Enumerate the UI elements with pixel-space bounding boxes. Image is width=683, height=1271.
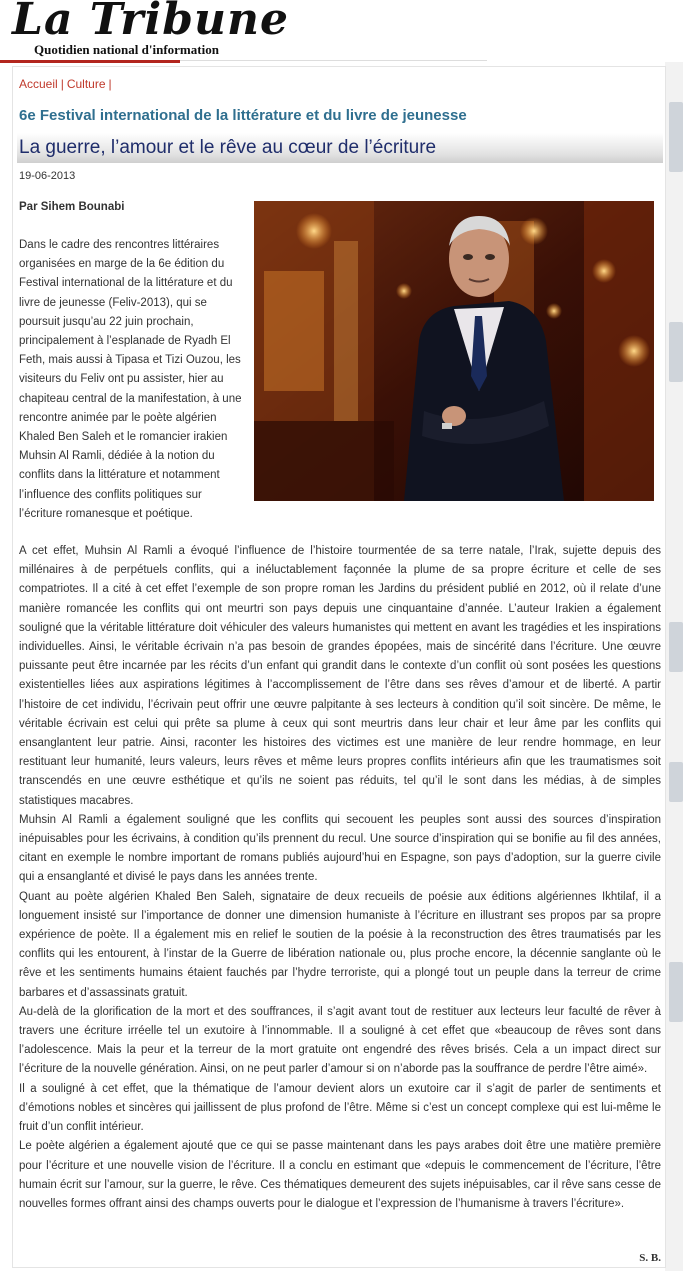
article-signature: S. B. [639,1252,661,1264]
sidebar-block [669,102,683,172]
article-paragraph: Au-delà de la glorification de la mort et des souffrances, il s’agit avant tout de restituer aux lecteurs leur faculté de rêver à travers une écriture irréelle tel un exutoire à l’innommable. Il a souligné à cet effet que «beaucoup de rêves sont dans l’adolescence. Mais la peur et la terreur de la mort gratuite ont engendré des rêves brisés. Cela a un impact direct sur l’écriture de la nouvelle génération. Ainsi, on ne peut parler d’amour si on n’aborde pas la souffrance de perdre l’être aimé». [19,1005,661,1076]
sidebar-block [669,762,683,802]
logo[interactable]: La Tribune [12,0,289,45]
article-intro: Dans le cadre des rencontres littéraires organisées en marge de la 6e édition du Festival international de la littérature et du livre de jeunesse (Feliv-2013), qui se poursuit jusqu’au 22 juin prochain, principalement à l’esplanade de Ryadh El Feth, mais aussi à Tipasa et Tizi Ouzou, les visiteurs du Feliv ont pu assister, hier au chapiteau central de la manifestation, à une rencontre animée par le poète algérien Khaled Ben Saleh et le romancier irakien Muhsin Al Ramli, dédiée à la notion du conflits dans la littérature et notamment l’influence des conflits politiques sur l’écriture romanesque et poétique. [19,239,242,520]
article-subject: 6e Festival international de la littérature et du livre de jeunesse [19,107,467,124]
article-paragraph: Quant au poète algérien Khaled Ben Saleh, signataire de deux recueils de poésie aux éditions algériennes Ikhtilaf, il a longuement insisté sur l’importance de donner une dimension humaniste à l’écriture en illustrant ses propos par sa propre expérience de poète. Il a également mis en relief le soutien de la poésie à la reconstruction des êtres traumatisés par les conflits qui les entourent, à l’instar de la Guerre de libération nationale ou, plus proche encore, la décennie sanglante où le rêve et les sentiments humains étaient fauchés par l’hydre terroriste, qui a plongé tout un peuple dans la terreur de crime barbares et d’assassinats gratuit. [19,890,661,999]
article-title: La guerre, l’amour et le rêve au cœur de l’écriture [19,137,437,158]
masthead-divider [180,60,487,61]
article-author: Par Sihem Bounabi [19,201,125,213]
breadcrumb-separator: | [60,77,64,91]
title-bar [17,133,663,163]
article-paragraph: Il a souligné à cet effet, que la thématique de l’amour devient alors un exutoire car il s’agit de parler de sentiments et d’émotions nobles et sincères qui jaillissent de plus profond de l’être. Même si c’est un concept complexe qui est lui-même le fruit d’un conflit intérieur. [19,1082,661,1134]
article-paragraph: Muhsin Al Ramli a également souligné que les conflits qui secouent les peuples sont aussi des sources d’inspiration inépuisables pour les écrivains, à condition qu’ils prennent du recul. Une source d’inspiration qui se bonifie au fil des années, citant en exemple le nombre important de romans publiés aujourd’hui en Espagne, son pays d’adoption, sur la guerre civile qui a ensanglanté et divisé le pays dans les années trente. [19,813,661,884]
article-paragraph: A cet effet, Muhsin Al Ramli a évoqué l’influence de l’histoire tourmentée de sa terre natale, l’Irak, sujette depuis des millénaires à de perpétuels conflits, qui a inéluctablement façonnée la plume de sa propre écriture et celle de ses compatriotes. Il a cité à cet effet l’exemple de son propre roman les Jardins du président publié en 2012, où il relate d’une manière romancée les conflits qui ont meurtri son pays depuis une cinquantaine d’année. L’auteur Irakien a également souligné que la véritable littérature doit véhiculer des valeurs humanistes qui mettent en avant les tragédies et les inspirations individuelles. Ainsi, le véritable écrivain n’a pas besoin de grandes épopées, mais de sincérité dans l’écriture. Une œuvre puissante peut être incarnée par les récits d’un enfant qui grandit dans le contexte d’un conflit où sont posées les questions existentielles liées aux aspirations légitimes à l’accomplissement de l’être dans ses rêves d’amour et de liberté. A partir l’histoire de cet individu, l’écrivain peut offrir une œuvre palpitante à ses lecteurs à condition qu’il soit sincère. De même, le véritable écrivain est celui qui prête sa plume à ceux qui sont meurtris dans leur chair et leur âme par les conflits qui ensanglantent leur patrie. Ainsi, raconter les histoires des victimes est une manière de leur rendre hommage, en leur restituant leur humanité, leurs valeurs, leurs rêves et même leurs propres conflits intérieurs afin que les traumatismes soit transcendés en une œuvre esthétique et qu’ils ne soient pas réduits, tel qu’il le sont dans les médias, à de simples statistiques macabres. [19,545,661,807]
sidebar-block [669,622,683,672]
masthead-accent-line [0,60,180,63]
article-photo[interactable] [254,201,654,501]
right-sidebar-strip [665,62,683,1271]
breadcrumb-section-link[interactable]: Culture [66,77,106,91]
breadcrumb-separator: | [108,77,112,91]
sidebar-block [669,962,683,1022]
article-body [19,542,661,1214]
sidebar-block [669,322,683,382]
breadcrumb [19,77,115,91]
article-date: 19-06-2013 [19,170,76,182]
breadcrumb-home-link[interactable]: Accueil [19,77,58,91]
photo-illustration [254,201,654,501]
article-paragraph: Le poète algérien a également ajouté que ce qui se passe maintenant dans les pays arabes doit être une matière première pour l’écriture et une nouvelle vision de l’écriture. Il a conclu en estimant que «depuis le commencement de l’écriture, l’être humain écrit sur l’amour, sur la guerre, le rêve. Ces thématiques demeurent des sujets inépuisables, car il rêve sans cesse de nouvelles formes offrant ainsi des champs ouverts pour le dialogue et l’expression de l’humanisme à travers l’écriture». [19,1140,661,1210]
masthead [0,0,487,62]
article-container [12,66,666,1268]
logo-tagline: Quotidien national d'information [34,42,219,57]
